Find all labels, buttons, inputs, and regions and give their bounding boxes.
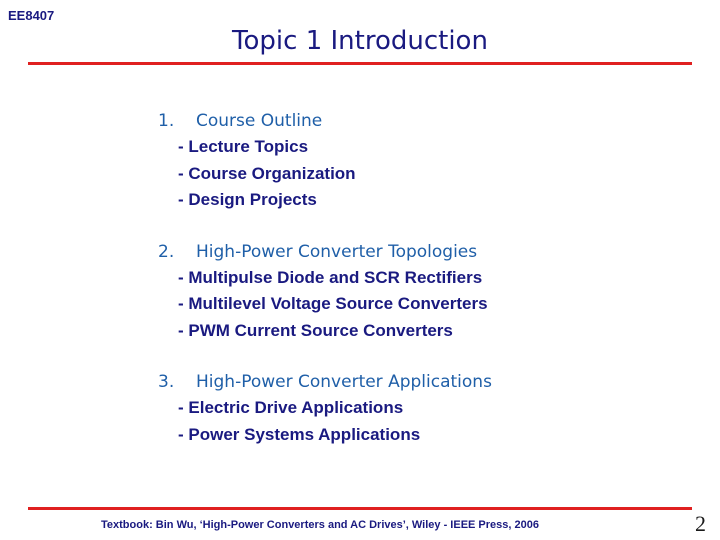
outline-item: - Power Systems Applications (178, 424, 421, 444)
outline-item: - Multilevel Voltage Source Converters (178, 294, 488, 313)
outline-section-2 (158, 239, 698, 345)
outline-item: - Lecture Topics (178, 137, 309, 156)
outline-item: - PWM Current Source Converters (178, 320, 453, 340)
bottom-divider (28, 507, 692, 510)
outline-item: - Multipulse Diode and SCR Rectifiers (178, 267, 483, 287)
section-title: High-Power Converter Applications (196, 372, 492, 392)
section-number: 2. (158, 241, 175, 262)
outline-item: - Course Organization (178, 163, 356, 183)
section-number: 1. (158, 111, 175, 131)
outline-section-1 (158, 108, 698, 214)
section-heading (158, 108, 698, 134)
section-heading (158, 369, 698, 395)
topic-outline (158, 108, 698, 473)
outline-item: - Electric Drive Applications (178, 398, 404, 417)
outline-item: - Design Projects (178, 190, 317, 209)
section-number: 3. (158, 372, 175, 392)
page-number: 2 (695, 511, 706, 536)
section-heading (158, 239, 698, 265)
outline-section-3 (158, 369, 698, 448)
course-code: EE8407 (8, 8, 55, 23)
section-title: Course Outline (196, 111, 323, 131)
section-title: High-Power Converter Topologies (196, 241, 478, 262)
top-divider (28, 62, 692, 65)
textbook-footer: Textbook: Bin Wu, ‘High-Power Converters and AC Drives’, Wiley - IEEE Press, 2006 (101, 519, 539, 531)
slide-title: Topic 1 Introduction (232, 26, 488, 56)
